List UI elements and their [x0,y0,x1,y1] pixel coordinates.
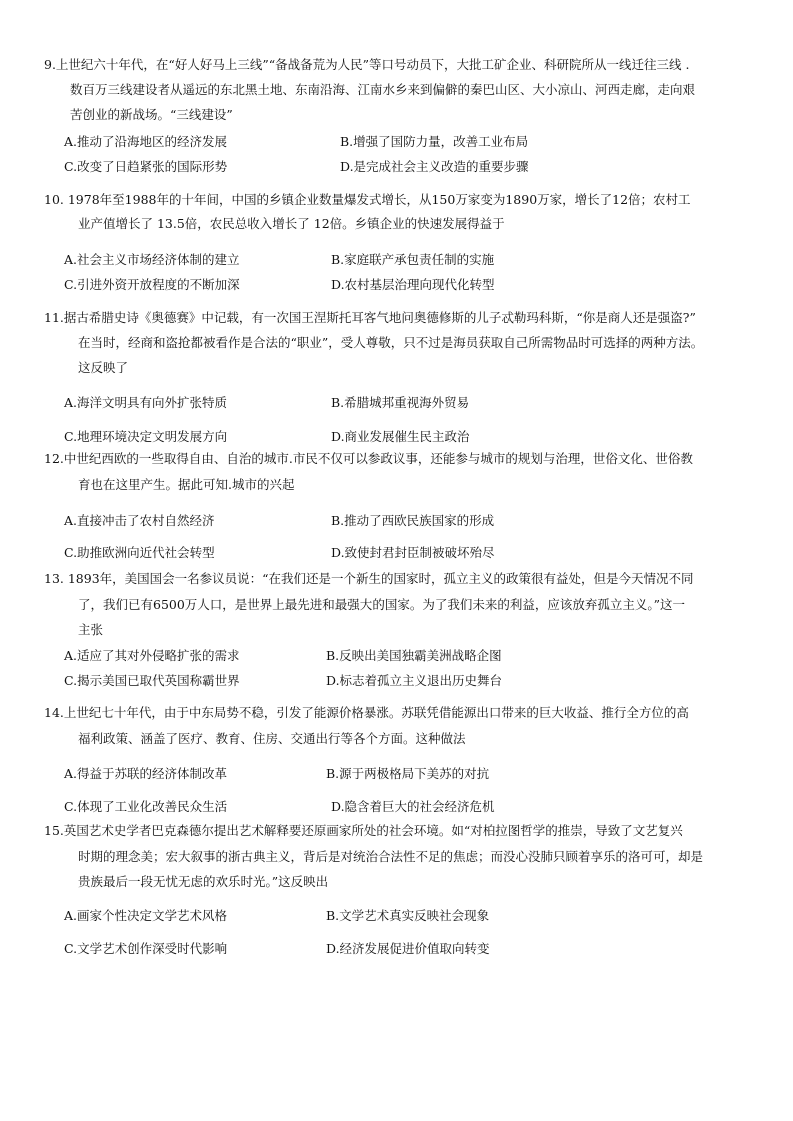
question-15-option-d: D.经济发展促进价值取向转变 [326,941,490,956]
question-14-option-b: B.源于两极格局下美苏的对抗 [326,766,490,781]
question-13-line-1: 13. 1893年，美国国会一名参议员说：“在我们还是一个新生的国家时，孤立主义的政策很有益处，但是今天情况不同 [44,571,694,586]
question-12-line-1: 12.中世纪西欧的一些取得自由、自治的城市.市民不仅可以参政议事，还能参与城市的规划与治理，世俗文化、世俗教 [44,451,693,466]
question-13-option-b: B.反映出美国独霸美洲战略企图 [326,648,502,663]
question-10-option-a: A.社会主义市场经济体制的建立 [64,252,240,267]
question-13-line-3: 主张 [78,622,104,637]
question-14-option-c: C.体现了工业化改善民众生活 [64,799,228,814]
question-11-option-a: A.海洋文明具有向外扩张特质 [64,395,228,410]
question-15-line-2: 时期的理念美；宏大叙事的浙古典主义，背后是对统治合法性不足的焦虑；而没心没肺只顾着享乐的洛可可，却是 [78,849,704,864]
question-10-option-b: B.家庭联产承包责任制的实施 [331,252,495,267]
question-10-line-1: 10. 1978年至1988年的十年间，中国的乡镇企业数量爆发式增长，从150万家变为1890万家，增长了12倍；农村工 [44,192,691,207]
question-9-line-1: 9.上世纪六十年代，在“好人好马上三线”“备战备荒为人民”等口号动员下，大批工矿企业、科研院所从一线迁往三线 . [44,57,690,72]
question-13-option-d: D.标志着孤立主义退出历史舞台 [326,673,503,688]
question-10-line-2: 业产值增长了 13.5倍，农民总收入增长了 12倍。乡镇企业的快速发展得益于 [78,216,505,231]
question-14-option-d: D.隐含着巨大的社会经济危机 [331,799,495,814]
question-9-option-b: B.增强了国防力量，改善工业布局 [340,134,529,149]
question-12-line-2: 育也在这里产生。据此可知.城市的兴起 [78,477,295,492]
question-15-option-b: B.文学艺术真实反映社会现象 [326,908,490,923]
question-10-option-c: C.引进外资开放程度的不断加深 [64,277,240,292]
question-11-option-d: D.商业发展催生民主政治 [331,429,470,444]
question-15-option-c: C.文学艺术创作深受时代影响 [64,941,228,956]
question-11-line-3: 这反映了 [78,360,129,375]
question-9-option-d: D.是完成社会主义改造的重要步骤 [340,159,529,174]
question-14-line-2: 福利政策、涵盖了医疗、教育、住房、交通出行等各个方面。这种做法 [78,731,466,746]
question-12-option-c: C.助推欧洲向近代社会转型 [64,545,215,560]
question-13-line-2: 了，我们已有6500万人口，是世界上最先进和最强大的国家。为了我们未来的利益，应该放弃孤立主义。”这一 [78,597,685,612]
question-12-option-d: D.致使封君封臣制被破坏殆尽 [331,545,495,560]
question-11-option-b: B.希腊城邦重视海外贸易 [331,395,470,410]
question-12-option-b: B.推动了西欧民族国家的形成 [331,513,495,528]
question-11-option-c: C.地理环境决定文明发展方向 [64,429,228,444]
question-9-option-a: A.推动了沿海地区的经济发展 [64,134,228,149]
question-9-line-3: 苦创业的新战场。“三线建设” [70,107,233,122]
question-15-line-1: 15.英国艺术史学者巴克森德尔提出艺术解释要还原画家所处的社会环境。如“对柏拉图哲学的推崇，导致了文艺复兴 [44,823,683,838]
question-13-option-c: C.揭示美国已取代英国称霸世界 [64,673,240,688]
question-11-line-2: 在当时，经商和盗抢都被看作是合法的“职业”，受人尊敬，只不过是海员获取自己所需物品时可选择的两种方法。 [78,335,704,350]
question-13-option-a: A.适应了其对外侵略扩张的需求 [64,648,240,663]
question-15-line-3: 贵族最后一段无忧无虑的欢乐时光。”这反映出 [78,874,329,889]
question-14-line-1: 14.上世纪七十年代，由于中东局势不稳，引发了能源价格暴涨。苏联凭借能源出口带来的巨大收益、推行全方位的高 [44,705,689,720]
question-9-option-c: C.改变了日趋紧张的国际形势 [64,159,228,174]
question-14-option-a: A.得益于苏联的经济体制改革 [64,766,228,781]
question-12-option-a: A.直接冲击了农村自然经济 [64,513,215,528]
question-11-line-1: 11.据古希腊史诗《奥德赛》中记载，有一次国王涅斯托耳客气地问奥德修斯的儿子忒勒玛科斯，“你是商人还是强盗?” [44,310,696,325]
question-15-option-a: A.画家个性决定文学艺术风格 [64,908,228,923]
question-9-line-2: 数百万三线建设者从遥远的东北黑土地、东南沿海、江南水乡来到偏僻的秦巴山区、大小凉山、河西走廊，走向艰 [70,82,696,97]
question-10-option-d: D.农村基层治理向现代化转型 [331,277,495,292]
